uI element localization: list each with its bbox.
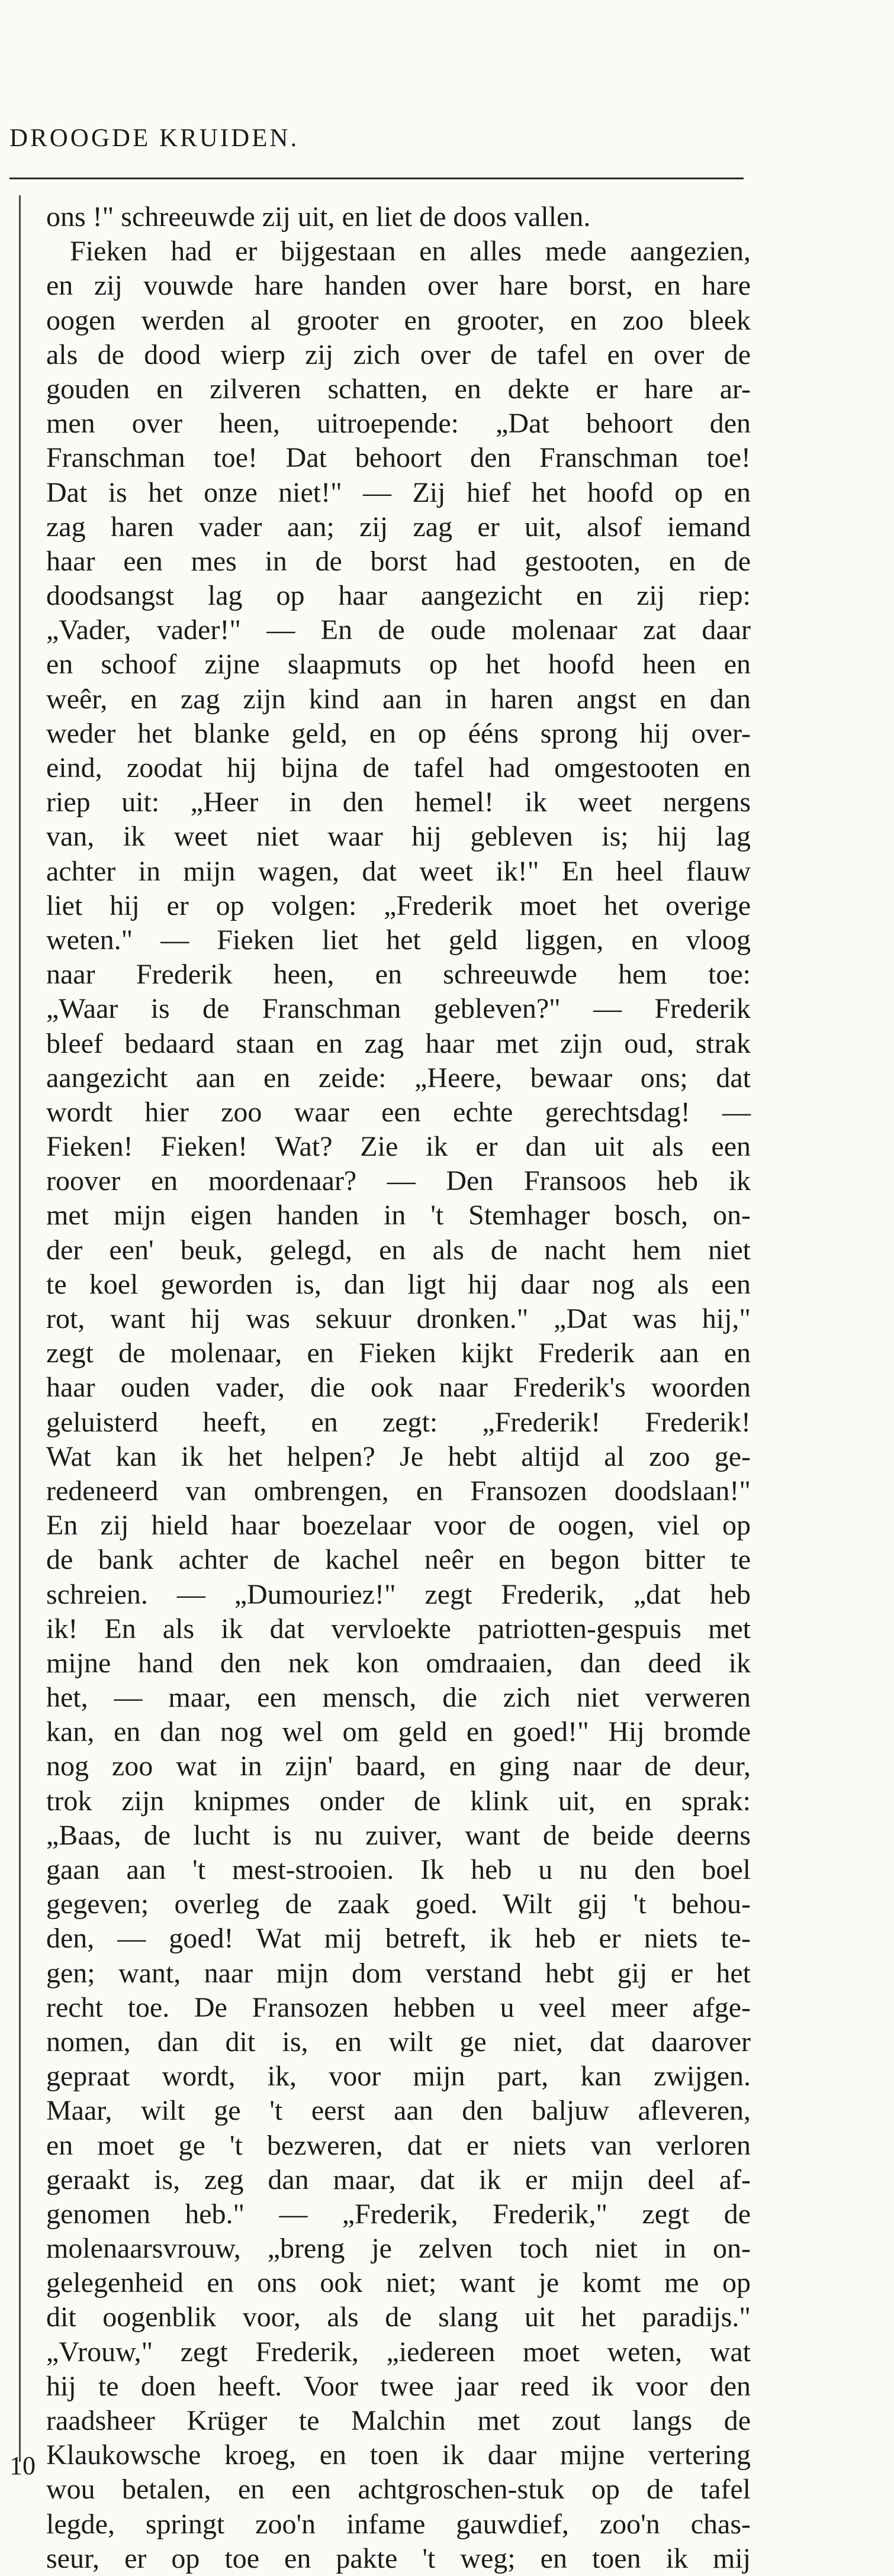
text-line: Wat kan ik het helpen? Je hebt altijd al zoo ge- — [46, 1440, 751, 1472]
text-line: zegt de molenaar, en Fieken kijkt Frederik aan en — [46, 1337, 751, 1369]
margin-rule — [19, 195, 21, 2462]
text-line: nog zoo wat in zijn' baard, en ging naar de deur, — [46, 1750, 751, 1782]
text-line: zag haren vader aan; zij zag er uit, alsof iemand — [46, 511, 751, 543]
text-line: Dat is het onze niet!" — Zij hief het hoofd op en — [46, 476, 751, 508]
text-line: Fieken had er bijgestaan en alles mede aangezien, — [70, 236, 751, 267]
text-line: gen; want, naar mijn dom verstand hebt gij er het — [46, 1957, 751, 1989]
text-line: raadsheer Krüger te Malchin met zout langs de — [46, 2405, 751, 2436]
running-head: DROOGDE KRUIDEN. — [9, 124, 300, 152]
text-line: dit oogenblik voor, als de slang uit het paradijs." — [46, 2301, 751, 2333]
text-line: den, — goed! Wat mij betreft, ik heb er niets te- — [46, 1923, 751, 1955]
text-line: molenaarsvrouw, „breng je zelven toch niet in on- — [46, 2233, 751, 2265]
text-line: weder het blanke geld, en op ééns sprong hij over- — [46, 717, 751, 749]
text-line: Maar, wilt ge 't eerst aan den baljuw afleveren, — [46, 2095, 751, 2127]
text-line: weêr, en zag zijn kind aan in haren angst en dan — [46, 683, 751, 715]
text-line: gegeven; overleg de zaak goed. Wilt gij 't behou- — [46, 1888, 751, 1920]
text-line: genomen heb." — „Frederik, Frederik," zegt de — [46, 2198, 751, 2230]
text-line: Franschman toe! Dat behoort den Franschman toe! — [46, 442, 751, 474]
text-line: bleef bedaard staan en zag haar met zijn oud, strak — [46, 1027, 751, 1059]
text-line: geraakt is, zeg dan maar, dat ik er mijn deel af- — [46, 2164, 751, 2195]
text-line: seur, er op toe en pakte 't weg; en toen ik mij — [46, 2542, 751, 2574]
text-line: riep uit: „Heer in den hemel! ik weet nergens — [46, 786, 751, 818]
text-line: gaan aan 't mest-strooien. Ik heb u nu den boel — [46, 1854, 751, 1885]
text-line: schreien. — „Dumouriez!" zegt Frederik, „dat heb — [46, 1578, 751, 1610]
text-line: „Vrouw," zegt Frederik, „iedereen moet weten, wat — [46, 2336, 751, 2368]
text-line: naar Frederik heen, en schreeuwde hem toe: — [46, 959, 751, 991]
text-line: wou betalen, en een achtgroschen-stuk op de tafel — [46, 2474, 751, 2506]
text-line: „Waar is de Franschman gebleven?" — Frederik — [46, 993, 751, 1025]
body-text — [46, 200, 751, 2576]
text-line: van, ik weet niet waar hij gebleven is; hij lag — [46, 821, 751, 853]
text-line: redeneerd van ombrengen, en Fransozen doodslaan!" — [46, 1475, 751, 1507]
text-line: Klaukowsche kroeg, en toen ik daar mijne vertering — [46, 2439, 751, 2471]
text-line: nomen, dan dit is, en wilt ge niet, dat daarover — [46, 2026, 751, 2058]
text-line: haar een mes in de borst had gestooten, en de — [46, 545, 751, 577]
text-line: weten." — Fieken liet het geld liggen, en vloog — [46, 924, 751, 956]
text-line: en schoof zijne slaapmuts op het hoofd heen en — [46, 649, 751, 681]
text-line: men over heen, uitroepende: „Dat behoort den — [46, 408, 751, 440]
text-line: kan, en dan nog wel om geld en goed!" Hij bromde — [46, 1716, 751, 1748]
text-line: trok zijn knipmes onder de klink uit, en sprak: — [46, 1785, 751, 1817]
header-rule — [9, 178, 744, 179]
text-line: roover en moordenaar? — Den Fransoos heb ik — [46, 1165, 751, 1197]
text-line: hij te doen heeft. Voor twee jaar reed ik voor den — [46, 2370, 751, 2402]
text-line: met mijn eigen handen in 't Stemhager bosch, on- — [46, 1200, 751, 1231]
text-line: oogen werden al grooter en grooter, en zoo bleek — [46, 304, 751, 336]
text-line: liet hij er op volgen: „Frederik moet het overige — [46, 889, 751, 921]
text-line: mijne hand den nek kon omdraaien, dan deed ik — [46, 1647, 751, 1679]
text-line: het, — maar, een mensch, die zich niet verweren — [46, 1682, 751, 1714]
text-line: en moet ge 't bezweren, dat er niets van verloren — [46, 2129, 751, 2161]
text-line: Fieken! Fieken! Wat? Zie ik er dan uit als een — [46, 1131, 751, 1163]
text-line: ons !" schreeuwde zij uit, en liet de doos vallen. — [46, 201, 591, 233]
text-line: gelegenheid en ons ook niet; want je komt me op — [46, 2267, 751, 2299]
text-line: en zij vouwde hare handen over hare borst, en hare — [46, 270, 751, 302]
text-line: de bank achter de kachel neêr en begon bitter te — [46, 1544, 751, 1576]
text-line: eind, zoodat hij bijna de tafel had omgestooten en — [46, 752, 751, 784]
text-line: haar ouden vader, die ook naar Frederik's woorden — [46, 1372, 751, 1404]
text-line: gouden en zilveren schatten, en dekte er hare ar- — [46, 373, 751, 405]
text-line: als de dood wierp zij zich over de tafel en over de — [46, 338, 751, 370]
text-line: aangezicht aan en zeide: „Heere, bewaar ons; dat — [46, 1062, 751, 1094]
text-line: te koel geworden is, dan ligt hij daar nog als een — [46, 1268, 751, 1300]
text-line: legde, springt zoo'n infame gauwdief, zoo'n chas- — [46, 2508, 751, 2540]
text-line: rot, want hij was sekuur dronken." „Dat was hij," — [46, 1303, 751, 1334]
text-line: recht toe. De Fransozen hebben u veel meer afge- — [46, 1991, 751, 2023]
text-line: gepraat wordt, ik, voor mijn part, kan zwijgen. — [46, 2061, 751, 2093]
text-line: achter in mijn wagen, dat weet ik!" En heel flauw — [46, 855, 751, 887]
text-line: geluisterd heeft, en zegt: „Frederik! Frederik! — [46, 1406, 751, 1438]
text-line: „Baas, de lucht is nu zuiver, want de beide deerns — [46, 1819, 751, 1851]
text-line: En zij hield haar boezelaar voor de oogen, viel op — [46, 1510, 751, 1542]
text-line: „Vader, vader!" — En de oude molenaar zat daar — [46, 614, 751, 646]
text-line: wordt hier zoo waar een echte gerechtsdag! — — [46, 1096, 751, 1128]
page-number: 10 — [9, 2451, 36, 2480]
text-line: ik! En als ik dat vervloekte patriotten-gespuis met — [46, 1613, 751, 1645]
text-line: doodsangst lag op haar aangezicht en zij riep: — [46, 580, 751, 612]
text-line: der een' beuk, gelegd, en als de nacht hem niet — [46, 1234, 751, 1266]
